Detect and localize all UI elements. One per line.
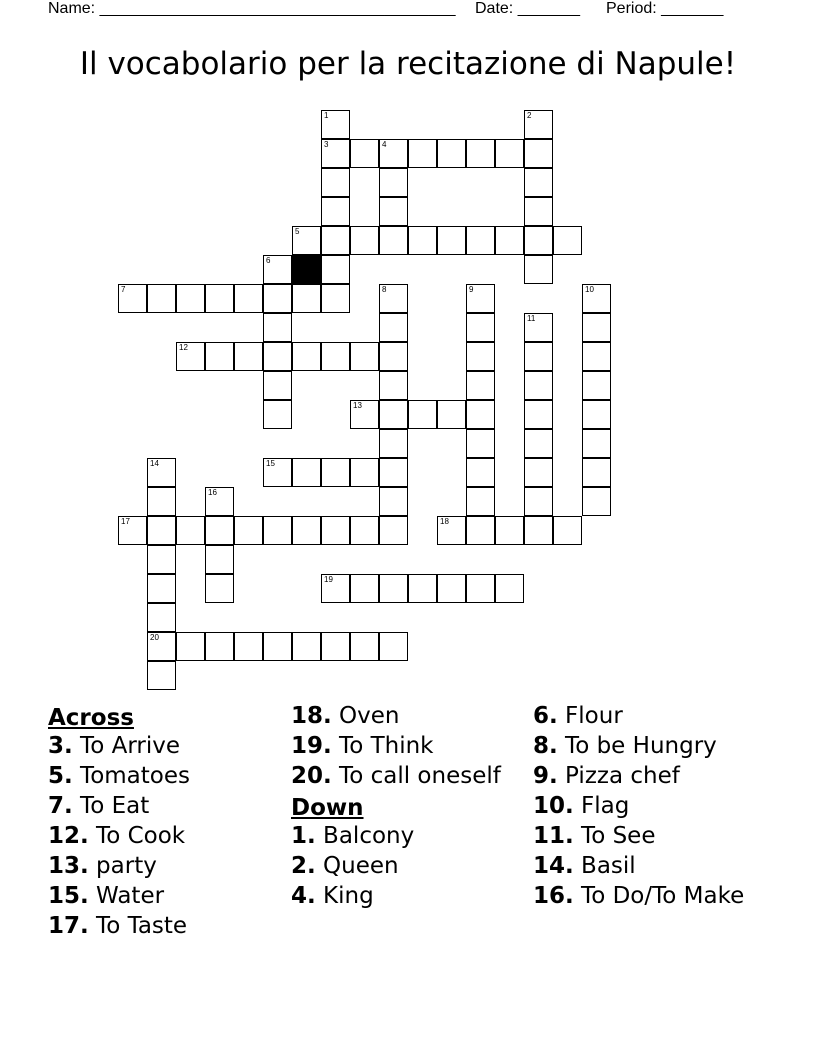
grid-cell[interactable]: [524, 342, 553, 371]
grid-cell[interactable]: [147, 284, 176, 313]
clue-text: Basil: [573, 853, 636, 879]
grid-cell[interactable]: [205, 632, 234, 661]
clue-item: [533, 883, 773, 909]
grid-cell[interactable]: [321, 284, 350, 313]
grid-cell[interactable]: [582, 284, 611, 313]
cell-number: 2: [527, 111, 532, 120]
grid-cell[interactable]: [118, 284, 147, 313]
clue-number: 8.: [533, 733, 558, 759]
clue-text: To See: [573, 823, 656, 849]
clue-text: Flag: [573, 793, 630, 819]
cell-number: 20: [150, 633, 159, 642]
clue-item: [533, 823, 773, 849]
clue-item: [48, 733, 288, 759]
grid-cell[interactable]: [292, 516, 321, 545]
clue-number: 4.: [291, 883, 316, 909]
grid-cell[interactable]: [582, 429, 611, 458]
grid-cell[interactable]: [466, 342, 495, 371]
grid-cell[interactable]: [147, 516, 176, 545]
clue-number: 5.: [48, 763, 73, 789]
grid-cell[interactable]: [466, 371, 495, 400]
grid-cell[interactable]: [437, 139, 466, 168]
grid-cell[interactable]: [147, 603, 176, 632]
clue-item: [291, 733, 531, 759]
clue-number: 6.: [533, 703, 558, 729]
grid-cell[interactable]: [524, 400, 553, 429]
clue-text: To Cook: [88, 823, 186, 849]
grid-cell[interactable]: [553, 516, 582, 545]
clue-text: Flour: [557, 703, 623, 729]
cell-number: 12: [179, 343, 188, 352]
grid-cell[interactable]: [176, 284, 205, 313]
grid-cell[interactable]: [379, 313, 408, 342]
grid-cell[interactable]: [321, 458, 350, 487]
cell-number: 3: [324, 140, 329, 149]
grid-cell[interactable]: [466, 487, 495, 516]
page-title: Il vocabolario per la recitazione di Napule!: [79, 46, 737, 82]
grid-cell[interactable]: [147, 574, 176, 603]
grid-cell[interactable]: [321, 255, 350, 284]
grid-cell[interactable]: [263, 284, 292, 313]
across-list-1: [48, 733, 288, 939]
clue-number: 18.: [291, 703, 332, 729]
cell-number: 15: [266, 459, 275, 468]
cell-number: 13: [353, 401, 362, 410]
grid-cell[interactable]: [495, 574, 524, 603]
grid-cell[interactable]: [234, 516, 263, 545]
clue-column-3: [533, 703, 773, 913]
grid-cell[interactable]: [379, 400, 408, 429]
grid-cell[interactable]: [495, 139, 524, 168]
clue-number: 9.: [533, 763, 558, 789]
grid-cell[interactable]: [292, 284, 321, 313]
clue-text: party: [88, 853, 157, 879]
grid-cell[interactable]: [292, 342, 321, 371]
clue-item: [291, 823, 531, 849]
grid-cell[interactable]: [263, 371, 292, 400]
clue-item: [48, 913, 288, 939]
grid-cell[interactable]: [466, 139, 495, 168]
grid-cell[interactable]: [437, 574, 466, 603]
grid-cell[interactable]: [379, 371, 408, 400]
black-cell: [292, 255, 321, 284]
grid-cell[interactable]: [582, 313, 611, 342]
grid-cell[interactable]: [408, 574, 437, 603]
grid-cell[interactable]: [379, 429, 408, 458]
clue-number: 16.: [533, 883, 574, 909]
grid-cell[interactable]: [263, 255, 292, 284]
grid-cell[interactable]: [437, 226, 466, 255]
grid-cell[interactable]: [524, 429, 553, 458]
grid-cell[interactable]: [437, 400, 466, 429]
grid-cell[interactable]: [408, 400, 437, 429]
clue-item: [291, 703, 531, 729]
clue-text: Queen: [315, 853, 399, 879]
grid-cell[interactable]: [321, 168, 350, 197]
clue-text: To Do/To Make: [573, 883, 745, 909]
grid-cell[interactable]: [176, 342, 205, 371]
clue-number: 15.: [48, 883, 89, 909]
grid-cell[interactable]: [118, 516, 147, 545]
clue-column-2: [291, 703, 531, 913]
clue-text: To Arrive: [72, 733, 180, 759]
grid-cell[interactable]: [379, 342, 408, 371]
grid-cell[interactable]: [205, 516, 234, 545]
grid-cell[interactable]: [582, 400, 611, 429]
grid-cell[interactable]: [524, 516, 553, 545]
grid-cell[interactable]: [466, 400, 495, 429]
grid-cell[interactable]: [582, 342, 611, 371]
grid-cell[interactable]: [321, 516, 350, 545]
cell-number: 17: [121, 517, 130, 526]
clue-item: [291, 763, 531, 789]
clue-item: [533, 703, 773, 729]
grid-cell[interactable]: [495, 226, 524, 255]
grid-cell[interactable]: [379, 139, 408, 168]
cell-number: 9: [469, 285, 474, 294]
grid-cell[interactable]: [524, 487, 553, 516]
cell-number: 18: [440, 517, 449, 526]
clue-item: [533, 793, 773, 819]
grid-cell[interactable]: [205, 545, 234, 574]
grid-cell[interactable]: [524, 458, 553, 487]
grid-cell[interactable]: [379, 487, 408, 516]
grid-cell[interactable]: [321, 197, 350, 226]
across-heading: Across: [48, 705, 134, 731]
grid-cell[interactable]: [582, 487, 611, 516]
clue-item: [48, 763, 288, 789]
grid-cell[interactable]: [147, 458, 176, 487]
grid-cell[interactable]: [147, 632, 176, 661]
cell-number: 10: [585, 285, 594, 294]
grid-cell[interactable]: [263, 400, 292, 429]
grid-cell[interactable]: [524, 226, 553, 255]
grid-cell[interactable]: [553, 226, 582, 255]
cell-number: 1: [324, 111, 329, 120]
cell-number: 8: [382, 285, 387, 294]
clue-item: [48, 793, 288, 819]
period-field-label[interactable]: Period: _______: [606, 0, 724, 17]
clue-text: To Eat: [72, 793, 150, 819]
clue-number: 19.: [291, 733, 332, 759]
grid-cell[interactable]: [263, 632, 292, 661]
clue-item: [48, 853, 288, 879]
grid-cell[interactable]: [408, 139, 437, 168]
grid-cell[interactable]: [234, 632, 263, 661]
grid-cell[interactable]: [263, 342, 292, 371]
clue-number: 20.: [291, 763, 332, 789]
grid-cell[interactable]: [524, 255, 553, 284]
grid-cell[interactable]: [350, 516, 379, 545]
cell-number: 7: [121, 285, 126, 294]
down-heading: Down: [291, 795, 364, 821]
grid-cell[interactable]: [524, 313, 553, 342]
clue-number: 17.: [48, 913, 89, 939]
grid-cell[interactable]: [466, 516, 495, 545]
clue-text: To call oneself: [331, 763, 501, 789]
grid-cell[interactable]: [466, 284, 495, 313]
grid-cell[interactable]: [524, 110, 553, 139]
grid-cell[interactable]: [350, 226, 379, 255]
clue-item: [291, 883, 531, 909]
grid-cell[interactable]: [321, 632, 350, 661]
grid-cell[interactable]: [379, 284, 408, 313]
date-field-label[interactable]: Date: _______: [475, 0, 580, 17]
grid-cell[interactable]: [234, 342, 263, 371]
grid-cell[interactable]: [234, 284, 263, 313]
clue-text: King: [315, 883, 374, 909]
clue-number: 3.: [48, 733, 73, 759]
grid-cell[interactable]: [350, 400, 379, 429]
clue-number: 11.: [533, 823, 574, 849]
grid-cell[interactable]: [379, 574, 408, 603]
clue-column-1: [48, 703, 288, 943]
clue-text: To Taste: [88, 913, 188, 939]
grid-cell[interactable]: [350, 632, 379, 661]
grid-cell[interactable]: [379, 197, 408, 226]
grid-cell[interactable]: [466, 574, 495, 603]
grid-cell[interactable]: [379, 632, 408, 661]
grid-cell[interactable]: [524, 371, 553, 400]
down-list-1: [291, 823, 531, 909]
grid-cell[interactable]: [379, 516, 408, 545]
clue-text: Pizza chef: [557, 763, 680, 789]
grid-cell[interactable]: [495, 516, 524, 545]
name-field-label[interactable]: Name: ________________________________________: [48, 0, 456, 17]
across-list-2: [291, 703, 531, 789]
grid-cell[interactable]: [321, 342, 350, 371]
grid-cell[interactable]: [263, 458, 292, 487]
clue-text: Balcony: [315, 823, 415, 849]
clue-number: 12.: [48, 823, 89, 849]
clue-number: 14.: [533, 853, 574, 879]
clue-number: 1.: [291, 823, 316, 849]
down-list-2: [533, 703, 773, 909]
clue-number: 13.: [48, 853, 89, 879]
grid-cell[interactable]: [292, 226, 321, 255]
grid-cell[interactable]: [524, 168, 553, 197]
grid-cell[interactable]: [263, 516, 292, 545]
grid-cell[interactable]: [437, 516, 466, 545]
grid-cell[interactable]: [379, 168, 408, 197]
grid-cell[interactable]: [176, 516, 205, 545]
grid-cell[interactable]: [292, 632, 321, 661]
cell-number: 5: [295, 227, 300, 236]
clue-text: To be Hungry: [557, 733, 717, 759]
grid-cell[interactable]: [350, 342, 379, 371]
clue-item: [533, 733, 773, 759]
clue-item: [291, 853, 531, 879]
grid-cell[interactable]: [205, 284, 234, 313]
clue-number: 7.: [48, 793, 73, 819]
grid-cell[interactable]: [350, 574, 379, 603]
grid-cell[interactable]: [147, 487, 176, 516]
grid-cell[interactable]: [176, 632, 205, 661]
grid-cell[interactable]: [466, 429, 495, 458]
cell-number: 16: [208, 488, 217, 497]
cell-number: 14: [150, 459, 159, 468]
clue-number: 2.: [291, 853, 316, 879]
grid-cell[interactable]: [292, 458, 321, 487]
grid-cell[interactable]: [350, 458, 379, 487]
clue-item: [533, 853, 773, 879]
grid-cell[interactable]: [147, 545, 176, 574]
clue-item: [48, 883, 288, 909]
clue-text: Oven: [331, 703, 400, 729]
grid-cell[interactable]: [524, 139, 553, 168]
grid-cell[interactable]: [524, 197, 553, 226]
grid-cell[interactable]: [205, 487, 234, 516]
cell-number: 6: [266, 256, 271, 265]
cell-number: 19: [324, 575, 333, 584]
grid-cell[interactable]: [408, 226, 437, 255]
grid-cell[interactable]: [205, 342, 234, 371]
cell-number: 11: [527, 314, 536, 323]
grid-cell[interactable]: [379, 226, 408, 255]
grid-cell[interactable]: [582, 371, 611, 400]
grid-cell[interactable]: [205, 574, 234, 603]
grid-cell[interactable]: [321, 139, 350, 168]
grid-cell[interactable]: [466, 458, 495, 487]
cell-number: 4: [382, 140, 387, 149]
grid-cell[interactable]: [466, 313, 495, 342]
grid-cell[interactable]: [379, 458, 408, 487]
clue-text: To Think: [331, 733, 434, 759]
grid-cell[interactable]: [147, 661, 176, 690]
clue-number: 10.: [533, 793, 574, 819]
clue-text: Tomatoes: [72, 763, 190, 789]
grid-cell[interactable]: [321, 226, 350, 255]
clue-item: [48, 823, 288, 849]
clue-text: Water: [88, 883, 165, 909]
clue-item: [533, 763, 773, 789]
grid-cell[interactable]: [321, 110, 350, 139]
grid-cell[interactable]: [350, 139, 379, 168]
grid-cell[interactable]: [263, 313, 292, 342]
grid-cell[interactable]: [321, 574, 350, 603]
grid-cell[interactable]: [582, 458, 611, 487]
grid-cell[interactable]: [466, 226, 495, 255]
